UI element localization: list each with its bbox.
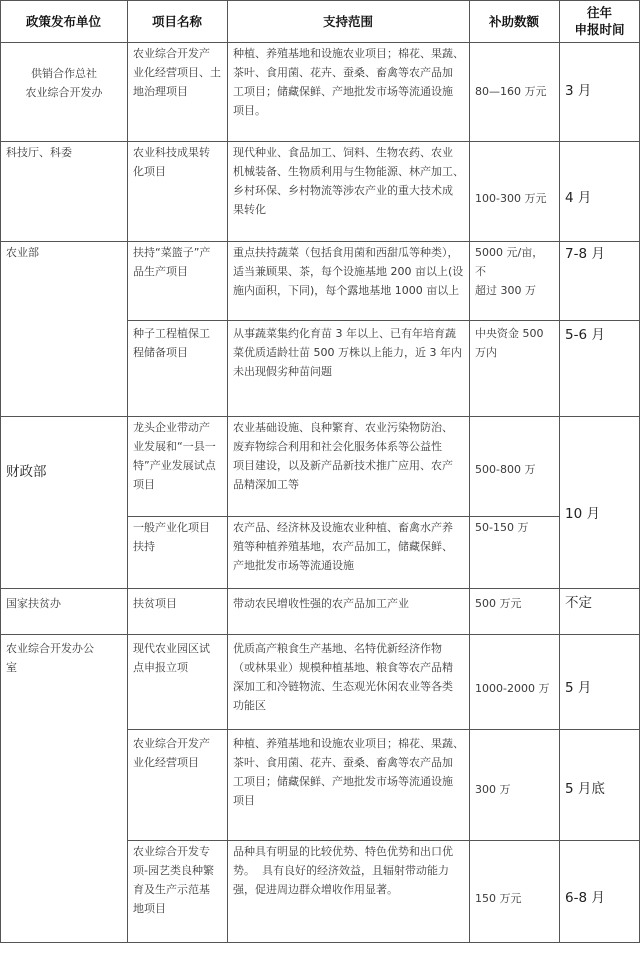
row-unit: 农业综合开发办公 室 xyxy=(6,642,94,674)
row-project: 农业综合开发产 业化经营项目、土 地治理项目 xyxy=(133,47,221,98)
row-project: 农业科技成果转 化项目 xyxy=(133,146,210,178)
row-unit: 供销合作总社 农业综合开发办 xyxy=(25,67,103,99)
grid-line xyxy=(0,241,640,242)
grid-line xyxy=(127,320,640,321)
header-amount: 补助数额 xyxy=(488,13,539,29)
row-amount: 中央资金 500 万内 xyxy=(475,327,544,359)
row-scope: 带动农民增收性强的农产品加工产业 xyxy=(233,597,409,610)
row-time: 5 月底 xyxy=(565,780,605,797)
grid-line xyxy=(127,840,640,841)
row-time: 5 月 xyxy=(565,679,592,696)
grid-line xyxy=(0,42,640,43)
row-time: 7-8 月 xyxy=(565,246,605,262)
row-time: 不定 xyxy=(565,595,592,611)
row-amount: 150 万元 xyxy=(475,891,522,905)
row-scope: 种植、养殖基地和设施农业项目；棉花、果蔬、 茶叶、食用菌、花卉、蚕桑、畜禽等农产品加 工项目；储藏保鲜、产地批发市场等流通设施 项目。 xyxy=(233,47,464,117)
row-scope: 现代种业、食品加工、饲料、生物农药、农业 机械装备、生物质利用与生物能源、林产加工、 乡村环保、乡村物流等涉农产业的重大技术成 果转化 xyxy=(233,146,464,216)
row-time: 6-8 月 xyxy=(565,889,605,906)
row-amount: 5000 元/亩，不 超过 300 万 xyxy=(475,246,544,297)
row-amount: 500-800 万 xyxy=(475,462,536,476)
grid-line xyxy=(0,416,640,417)
grid-line xyxy=(0,0,640,1)
header-time: 往年 申报时间 xyxy=(574,5,625,37)
grid-line xyxy=(0,588,640,589)
row-amount: 100-300 万元 xyxy=(475,191,547,205)
row-project: 扶贫项目 xyxy=(133,597,177,610)
row-amount: 500 万元 xyxy=(475,597,522,610)
row-unit: 财政部 xyxy=(6,463,47,480)
row-time: 5-6 月 xyxy=(565,327,605,343)
header-project: 项目名称 xyxy=(151,13,202,29)
header-scope: 支持范围 xyxy=(322,13,373,29)
row-unit: 农业部 xyxy=(6,246,39,259)
row-project: 一般产业化项目 扶持 xyxy=(133,521,210,553)
row-project: 农业综合开发专 项-园艺类良种繁 育及生产示范基 地项目 xyxy=(133,845,214,915)
row-project: 现代农业园区试 点申报立项 xyxy=(133,642,210,674)
grid-line xyxy=(127,729,640,730)
row-time: 4 月 xyxy=(565,189,592,206)
row-project: 龙头企业带动产 业发展和“一县一 特”产业发展试点 项目 xyxy=(133,421,216,491)
grid-line xyxy=(0,634,640,635)
grid-line xyxy=(0,141,640,142)
row-scope: 农业基础设施、良种繁育、农业污染物防治、 废弃物综合利用和社会化服务体系等公益性 项目建设，以及新产品新技术推广应用、农产 品精深加工等 xyxy=(233,421,453,491)
row-amount: 300 万 xyxy=(475,782,511,796)
row-time: 10 月 xyxy=(565,505,600,522)
grid-line xyxy=(127,516,559,517)
row-unit: 科技厅、科委 xyxy=(6,146,72,159)
row-project: 农业综合开发产 业化经营项目 xyxy=(133,737,210,769)
header-unit: 政策发布单位 xyxy=(25,13,101,29)
row-scope: 优质高产粮食生产基地、名特优新经济作物 （或林果业）规模种植基地、粮食等农产品精 深加工和冷链物流、生态观光休闲农业等各类 功能区 xyxy=(233,642,453,712)
row-scope: 从事蔬菜集约化育苗 3 年以上、已有年培育蔬 菜优质适龄壮苗 500 万株以上能力，近 3 年内 未出现假劣种苗问题 xyxy=(233,327,462,378)
row-amount: 1000-2000 万 xyxy=(475,681,550,695)
row-amount: 80—160 万元 xyxy=(475,85,547,98)
row-scope: 农产品、经济林及设施农业种植、畜禽水产养 殖等种植养殖基地，农产品加工，储藏保鲜、 产地批发市场等流通设施 xyxy=(233,521,453,572)
row-time: 3 月 xyxy=(565,83,592,99)
grid-line xyxy=(0,942,640,943)
row-scope: 重点扶持蔬菜（包括食用菌和西甜瓜等种类）， 适当兼顾果、茶，每个设施基地 200 亩以上(设 施内面积，下同)，每个露地基地 1000 亩以上 xyxy=(233,246,464,297)
row-project: 扶持“菜篮子”产 品生产项目 xyxy=(133,246,211,278)
row-scope: 种植、养殖基地和设施农业项目；棉花、果蔬、 茶叶、食用菌、花卉、蚕桑、畜禽等农产品加 工项目；储藏保鲜、产地批发市场等流通设施 项目 xyxy=(233,737,464,807)
row-amount: 50-150 万 xyxy=(475,521,529,534)
row-scope: 品种具有明显的比较优势、特色优势和出口优 势。 具有良好的经济效益，且辐射带动能力 强，促进周边群众增收作用显著。 xyxy=(233,845,453,896)
row-unit: 国家扶贫办 xyxy=(6,597,61,610)
row-project: 种子工程植保工 程储备项目 xyxy=(133,327,210,359)
